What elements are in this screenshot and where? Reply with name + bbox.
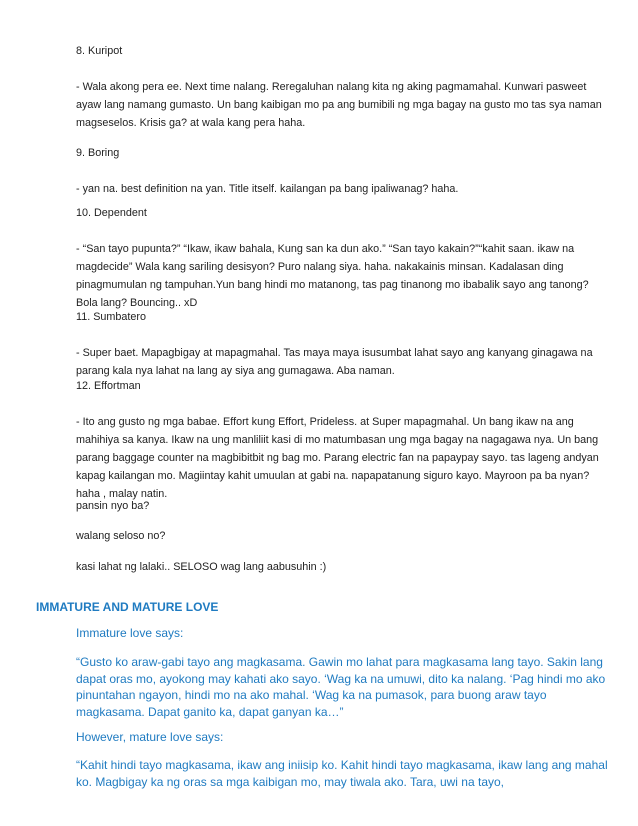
immature-intro-text: Immature love says: <box>76 626 184 640</box>
closing-line-3 <box>76 558 606 576</box>
item-body: - Wala akong pera ee. Next time nalang. Reregaluhan nalang kita ng aking pagmamahal. Kunwari pasweet ayaw lang namang gumasto. Un bang kaibigan mo pa ang bumibili ng mga bagay na gusto mo tas sya naman magseselos. Krisis ga? at wala kang pera haha. <box>76 81 602 129</box>
immature-quote-text: “Gusto ko araw-gabi tayo ang magkasama. Gawin mo lahat para magkasama lang tayo. Sakin lang dapat oras mo, ayokong may kahati ako sayo. ‘Wag ka na umuwi, dito ka nalang. ‘Pag hindi mo ako pinuntahan ngayon, hindi mo na ako mahal. ‘Wag ka na pumasok, para buong araw tayo magkasama. Dapat ganito ka, dapat ganyan ka…” <box>76 655 606 719</box>
closing-text: walang seloso no? <box>76 530 166 542</box>
item-kuripot <box>76 42 606 132</box>
item-title: 10. Dependent <box>76 207 147 219</box>
immature-quote <box>76 654 616 720</box>
item-body: - Super baet. Mapagbigay at mapagmahal. Tas maya maya isusumbat lahat sayo ang kanyang ginagawa na parang kala nya lahat na lang ay siya ang gumagawa. Aba naman. <box>76 347 593 377</box>
mature-quote <box>76 757 616 790</box>
closing-line-2 <box>76 527 606 545</box>
item-title: 11. Sumbatero <box>76 311 147 323</box>
immature-intro <box>76 625 616 642</box>
item-body: - “San tayo pupunta?” “Ikaw, ikaw bahala, Kung san ka dun ako.” “San tayo kakain?”“kahit saan. ikaw na magdecide” Wala kang sariling desisyon? Puro nalang siya. haha. nakakainis minsan. Kadalasan ding pinagmumulan ng tampuhan.Yun bang hindi mo matanong, tas pag tinanong mo ibabalik sayo ang tanong? Bola lang? Bouncing.. xD <box>76 243 589 309</box>
closing-text: pansin nyo ba? <box>76 500 150 512</box>
item-title: 8. Kuripot <box>76 45 123 57</box>
mature-quote-text: “Kahit hindi tayo magkasama, ikaw ang iniisip ko. Kahit hindi tayo magkasama, ikaw lang ang mahal ko. Magbigay ka ng oras sa mga kaibigan mo, may tiwala ako. Tara, uwi na tayo, <box>76 758 608 789</box>
item-body: - Ito ang gusto ng mga babae. Effort kung Effort, Prideless. at Super mapagmahal. Un bang ikaw na ang mahihiya sa kanya. Ikaw na ung manliliit kasi di mo matumbasan ung mga bagay na nagagawa nya. Un bang parang baggage counter na magbibitbit ng bag mo. Parang electric fan na papaypay sayo. tas lageng andyan kapag kailangan mo. Magiintay kahit umuulan at gabi na. napapatanung siguro kayo. Mayroon pa ba nyan? haha , malay natin. <box>76 416 599 500</box>
item-title: 12. Effortman <box>76 380 141 392</box>
item-dependent <box>76 204 606 312</box>
item-body: - yan na. best definition na yan. Title itself. kailangan pa bang ipaliwanag? haha. <box>76 183 459 195</box>
mature-intro-text: However, mature love says: <box>76 730 224 744</box>
mature-intro <box>76 729 616 746</box>
item-sumbatero <box>76 308 606 380</box>
item-effortman <box>76 377 606 503</box>
closing-text: kasi lahat ng lalaki.. SELOSO wag lang aabusuhin :) <box>76 561 327 573</box>
section-heading: IMMATURE AND MATURE LOVE <box>36 600 219 614</box>
item-title: 9. Boring <box>76 147 120 159</box>
closing-line-1 <box>76 497 606 515</box>
item-boring <box>76 144 606 198</box>
